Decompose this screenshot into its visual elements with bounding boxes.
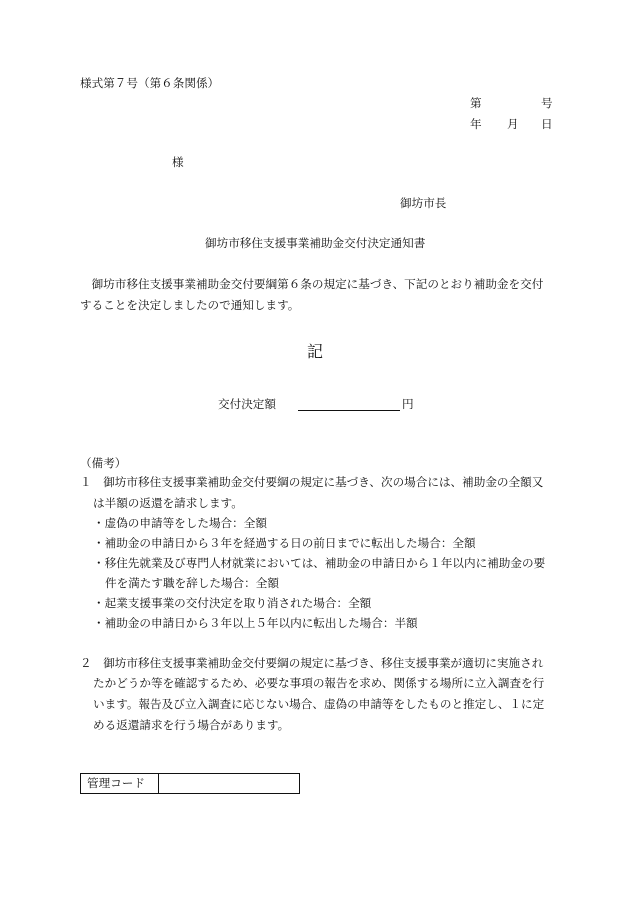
note-1-bullet: ・補助金の申請日から３年を経過する日の前日までに転出した場合：全額: [93, 536, 476, 550]
management-code-value: [159, 774, 299, 793]
note-1-bullet: ・起業支援事業の交付決定を取り消された場合：全額: [93, 596, 372, 610]
date-year: 年: [470, 117, 482, 131]
ki-heading: 記: [307, 342, 324, 361]
body-line: することを決定しましたので通知します。: [80, 298, 300, 312]
notes-heading: （備考）: [80, 456, 127, 470]
note-1-bullet: ・補助金の申請日から３年以上５年以内に転出した場合：半額: [93, 616, 418, 630]
management-code-table: [80, 773, 300, 794]
note-1-bullet-continuation: 件を満たす職を辞した場合：全額: [105, 576, 279, 590]
amount-label: 交付決定額: [218, 397, 276, 411]
note-2-line: ２ 御坊市移住支援事業補助金交付要綱の規定に基づき、移住支援事業が適切に実施され: [80, 656, 544, 670]
doc-number-prefix: 第: [470, 96, 482, 110]
note-2-line: たかどうか等を確認するため、必要な事項の報告を求め、関係する場所に立入調査を行: [93, 676, 545, 690]
date-day: 日: [541, 117, 553, 131]
note-2-line: める返還請求を行う場合があります。: [93, 718, 290, 732]
note-1-bullet: ・虚偽の申請等をした場合：全額: [93, 516, 267, 530]
addressee-suffix: 様: [172, 155, 184, 169]
note-1-line: は半額の返還を請求します。: [93, 496, 243, 510]
doc-number-suffix: 号: [541, 96, 553, 110]
document-title: 御坊市移住支援事業補助金交付決定通知書: [205, 236, 426, 250]
body-line: 御坊市移住支援事業補助金交付要綱第６条の規定に基づき、下記のとおり補助金を交付: [80, 277, 544, 291]
management-code-label: 管理コード: [81, 774, 159, 793]
issuer: 御坊市長: [400, 196, 447, 210]
note-1-line: １ 御坊市移住支援事業補助金交付要綱の規定に基づき、次の場合には、補助金の全額又: [80, 475, 544, 489]
form-number: 様式第７号（第６条関係）: [80, 76, 220, 90]
amount-unit: 円: [402, 397, 414, 411]
amount-blank-line: [298, 410, 400, 411]
date-month: 月: [507, 117, 519, 131]
note-1-bullet: ・移住先就業及び専門人材就業においては、補助金の申請日から１年以内に補助金の要: [93, 556, 546, 570]
note-2-line: います。報告及び立入調査に応じない場合、虚偽の申請等をしたものと推定し、１に定: [93, 697, 545, 711]
